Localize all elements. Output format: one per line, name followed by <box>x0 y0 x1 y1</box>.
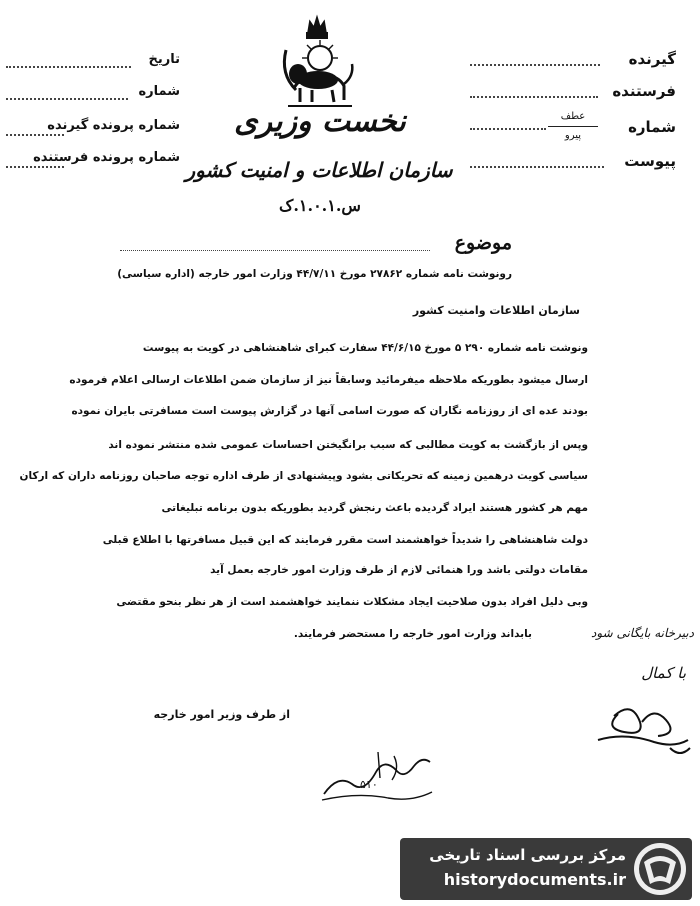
body-line: مهم هر کشور هستند ایراد گردیده باعث رنجش گردید بطوریکه بدون برنامه تبلیغاتی <box>161 502 588 514</box>
margin-initials-scribble <box>584 696 696 766</box>
letter-number-label: شماره <box>628 118 676 136</box>
body-line: بودند عده ای از روزنامه نگاران که صورت اسامی آنها در گزارش پیوست است مسافرتی بایران نموده <box>71 405 588 417</box>
closing-line: از طرف وزیر امور خارجه <box>153 708 290 721</box>
margin-note: دبیرخانه بایگانی شود <box>591 626 694 640</box>
date-field-line <box>6 66 131 68</box>
savak-title: سازمان اطلاعات و امنیت کشور <box>185 158 453 182</box>
watermark-site: historydocuments.ir <box>443 870 626 889</box>
receiver-file-number-label: شماره پرونده گیرنده <box>47 118 180 133</box>
sender-label: فرستنده <box>612 82 676 100</box>
body-line: مقامات دولتی باشد ورا هنمائی لازم از طرف وزارت امور خارجه بعمل آید <box>210 564 588 576</box>
body-line: دولت شاهنشاهی را شدیداً خواهشمند است مقرر فرمایند که این قبیل مسافرتها با اطلاع قبلی <box>102 534 588 546</box>
sender-file-number-line <box>6 166 64 168</box>
attachment-label: پیوست <box>624 152 676 170</box>
body-line: بابداند وزارت امور خارجه را مستحضر فرمایند. <box>293 628 532 640</box>
subject-field-line <box>120 250 430 251</box>
watermark-logo-icon <box>630 840 690 898</box>
subject-label: موضوع <box>454 232 512 254</box>
body-line: سیاسی کویت درهمین زمینه که تحریکاتی بشود وپیشنهادی از طرف اداره توجه صاحبان روزنامه داران که ارکان <box>19 470 588 482</box>
body-line: وپس از بازگشت به کویت مطالبی که سبب برانگیختن احساسات عمومی شده منتشر نموده اند <box>108 439 588 451</box>
sender-file-number-label: شماره پرونده فرستنده <box>33 150 180 165</box>
watermark-title: مرکز بررسی اسناد تاریخی <box>429 846 626 864</box>
lion-and-sun-emblem <box>272 14 362 112</box>
number-field-line-left <box>6 98 128 100</box>
number-label-left: شماره <box>138 84 180 99</box>
sender-field-line <box>470 96 598 98</box>
prime-ministry-title: نخست وزیری <box>234 104 406 139</box>
body-line: ارسال میشود بطوریکه ملاحظه میفرمائید وسابقاً نیز از سازمان ضمن اطلاعات ارسالی اعلام فرموده <box>69 374 588 386</box>
reference-code: س.۱.۰.۱.ک <box>279 196 361 215</box>
recipient-field-line <box>470 64 600 66</box>
date-label: تاریخ <box>148 52 180 67</box>
body-line: رونوشت نامه شماره ۲۷۸۶۲ مورخ ۴۴/۷/۱۱ وزارت امور خارجه (اداره سیاسی) <box>117 268 512 280</box>
body-line: وبی دلیل افراد بدون صلاحیت ایجاد مشکلات ننمایند خواهشمند است از هر نظر بنحو مقتضی <box>116 596 588 608</box>
recipient-label: گیرنده <box>628 50 676 68</box>
body-line: ونوشت نامه شماره ۲۹۰ ۵ مورخ ۴۴/۶/۱۵ سفارت کبرای شاهنشاهی در کویت به پیوست <box>142 342 588 354</box>
attachment-field-line <box>470 166 604 168</box>
number-divider <box>548 126 598 127</box>
margin-note: با کمال <box>641 664 686 682</box>
reference-number-sub-label: عطف <box>560 111 586 122</box>
signature-number: ۵۱۰ <box>360 778 378 791</box>
body-line: سازمان اطلاعات وامنیت کشور <box>412 304 580 317</box>
receiver-file-number-line <box>6 134 64 136</box>
letter-number-field-line <box>470 128 546 130</box>
followup-number-sub-label: پیرو <box>564 130 582 141</box>
